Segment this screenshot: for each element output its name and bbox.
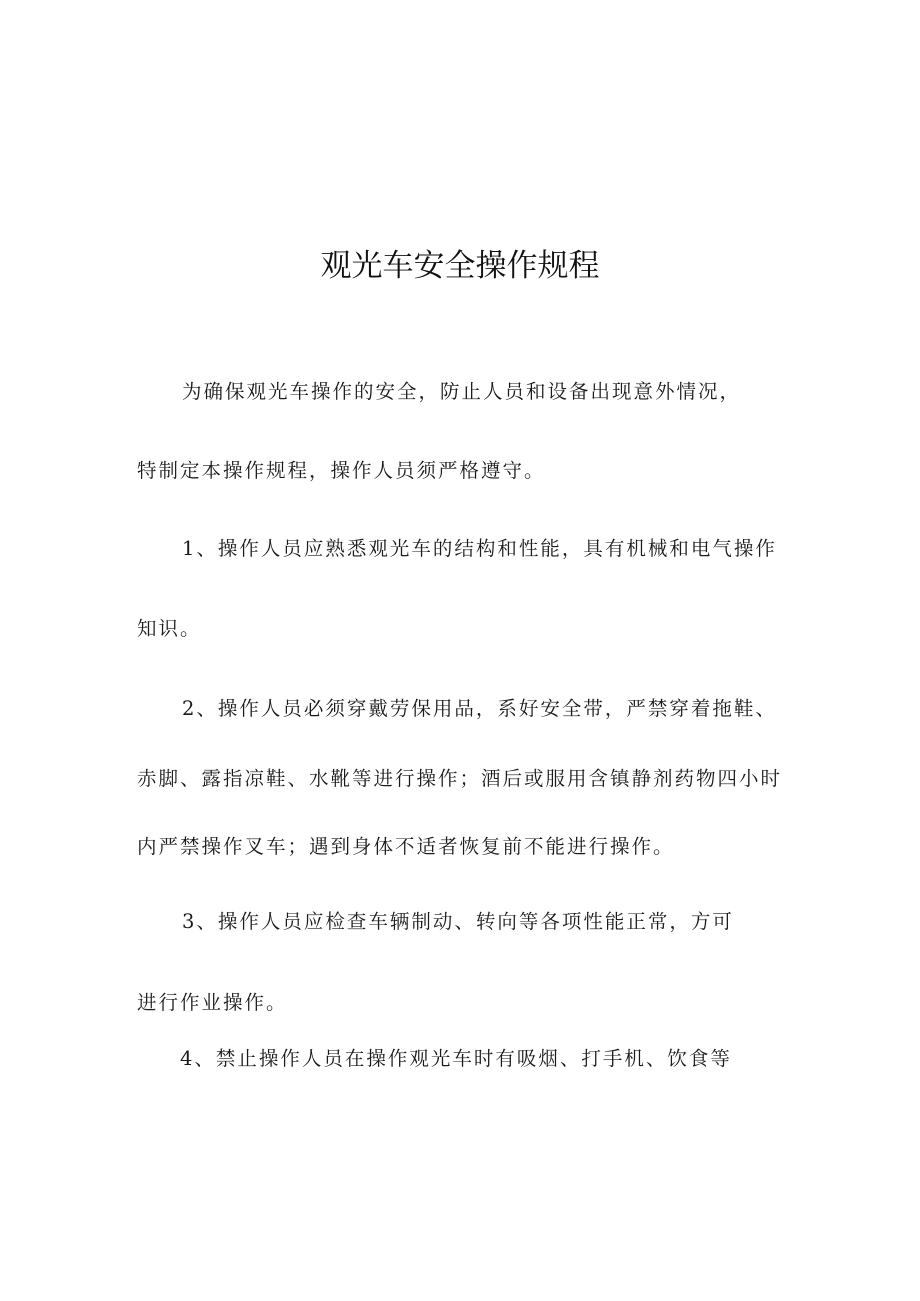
clause-2-line-1: 2、操作人员必须穿戴劳保用品，系好安全带，严禁穿着拖鞋、 [182,697,777,720]
intro-line-2: 特制定本操作规程，操作人员须严格遵守。 [137,459,546,482]
document-title: 观光车安全操作规程 [320,248,600,284]
clause-3-line-1: 3、操作人员应检查车辆制动、转向等各项性能正常，方可 [182,910,734,933]
clause-4-line-1: 4、禁止操作人员在操作观光车时有吸烟、打手机、饮食等 [180,1047,732,1070]
clause-1-line-1: 1、操作人员应熟悉观光车的结构和性能，具有机械和电气操作 [182,537,777,560]
clause-2-line-3: 内严禁操作叉车；遇到身体不适者恢复前不能进行操作。 [137,835,675,858]
clause-3-line-2: 进行作业操作。 [137,991,288,1014]
intro-line-1: 为确保观光车操作的安全，防止人员和设备出现意外情况， [182,380,742,403]
clause-2-line-2: 赤脚、露指凉鞋、水靴等进行操作；酒后或服用含镇静剂药物四小时 [137,767,783,790]
clause-1-line-2: 知识。 [137,617,202,640]
